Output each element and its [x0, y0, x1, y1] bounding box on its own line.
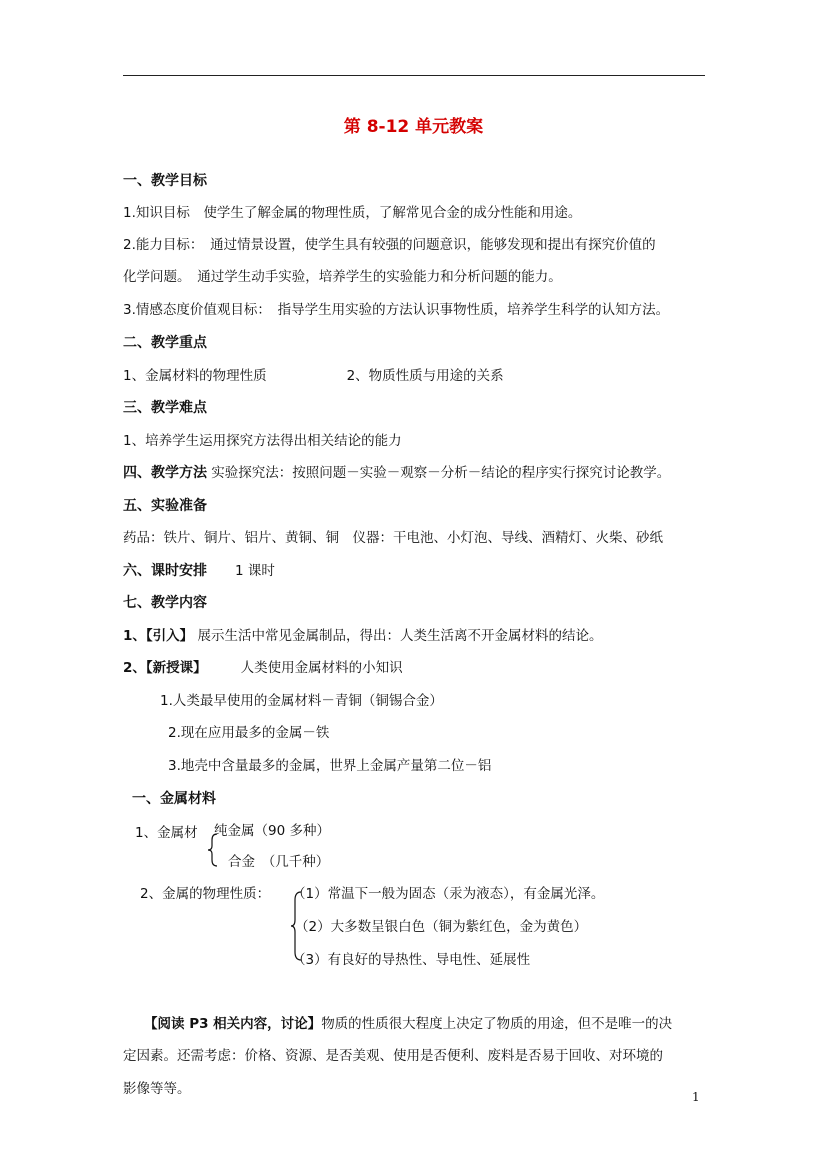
goal-knowledge: 1.知识目标 使学生了解金属的物理性质，了解常见合金的成分性能和用途。: [123, 205, 582, 221]
reading-text-c: 影像等等。: [123, 1081, 191, 1097]
key-point-1: 1、金属材料的物理性质: [123, 368, 267, 384]
fact-1: 1.人类最早使用的金属材料－青铜（铜锡合金）: [160, 693, 443, 709]
method-heading: 四、教学方法: [123, 465, 207, 481]
method-line: [123, 463, 670, 483]
new-lesson-text: 人类使用金属材料的小知识: [240, 660, 403, 676]
goal-ability-line1: 2.能力目标： 通过情景设置，使学生具有较强的问题意识，能够发现和提出有探究价值的: [123, 237, 656, 253]
reading-text-a: 物质的性质很大程度上决定了物质的用途，但不是唯一的决: [321, 1016, 673, 1032]
difficulty-1: 1、培养学生运用探究方法得出相关结论的能力: [123, 433, 402, 449]
reading-line-1: [144, 1014, 672, 1034]
intro-line: [123, 626, 602, 646]
content-heading: 七、教学内容: [123, 595, 207, 611]
reading-label: 【阅读 P3 相关内容，讨论】: [144, 1016, 322, 1032]
intro-text: 展示生活中常见金属制品，得出：人类生活离不开金属材料的结论。: [193, 628, 603, 644]
new-lesson-line: [123, 658, 403, 678]
prep-heading: 五、实验准备: [123, 498, 207, 514]
intro-label: 1、【引入】: [123, 628, 194, 644]
prep-text: 药品：铁片、铜片、铝片、黄铜、铜 仪器：干电池、小灯泡、导线、酒精灯、火柴、砂纸: [123, 530, 663, 546]
physical-property-2: （2）大多数呈银白色（铜为紫红色，金为黄色）: [295, 919, 588, 935]
method-text: 实验探究法：按照问题－实验－观察－分析－结论的程序实行探究讨论教学。: [207, 465, 671, 481]
time-line: [123, 561, 275, 581]
fact-2: 2.现在应用最多的金属－铁: [168, 725, 330, 741]
metal-heading: 一、金属材料: [132, 791, 216, 807]
new-lesson-label: 2、【新授课】: [123, 660, 207, 676]
metal-pure: 纯金属（90 多种）: [214, 823, 330, 839]
goal-attitude: 3.情感态度价值观目标： 指导学生用实验的方法认识事物性质，培养学生科学的认知方法。: [123, 302, 670, 318]
goals-heading: 一、教学目标: [123, 173, 207, 189]
key-point-2: 2、物质性质与用途的关系: [346, 368, 504, 384]
metal-alloy: 合金 （几千种）: [228, 854, 330, 870]
brace-icon-2: [290, 890, 304, 962]
physical-properties-label: 2、金属的物理性质：: [140, 886, 271, 902]
page-title: 第 8-12 单元教案: [343, 117, 484, 137]
fact-3: 3.地壳中含量最多的金属，世界上金属产量第二位－铝: [168, 758, 492, 774]
physical-property-3: （3）有良好的导热性、导电性、延展性: [292, 952, 531, 968]
header-rule: [123, 75, 705, 76]
key-points: [123, 366, 504, 386]
difficulty-heading: 三、教学难点: [123, 400, 207, 416]
reading-text-b: 定因素。还需考虑：价格、资源、是否美观、使用是否便利、废料是否易于回收、对环境的: [123, 1048, 663, 1064]
time-text: 1 课时: [235, 563, 275, 579]
time-heading: 六、课时安排: [123, 563, 207, 579]
brace-icon: [207, 832, 223, 868]
goal-ability-line2: 化学问题。 通过学生动手实验，培养学生的实验能力和分析问题的能力。: [123, 269, 562, 285]
page-number: 1: [692, 1090, 700, 1104]
physical-property-1: （1）常温下一般为固态（汞为液态），有金属光泽。: [292, 886, 605, 902]
key-heading: 二、教学重点: [123, 335, 207, 351]
metal-category-label: 1、金属材: [135, 825, 198, 841]
